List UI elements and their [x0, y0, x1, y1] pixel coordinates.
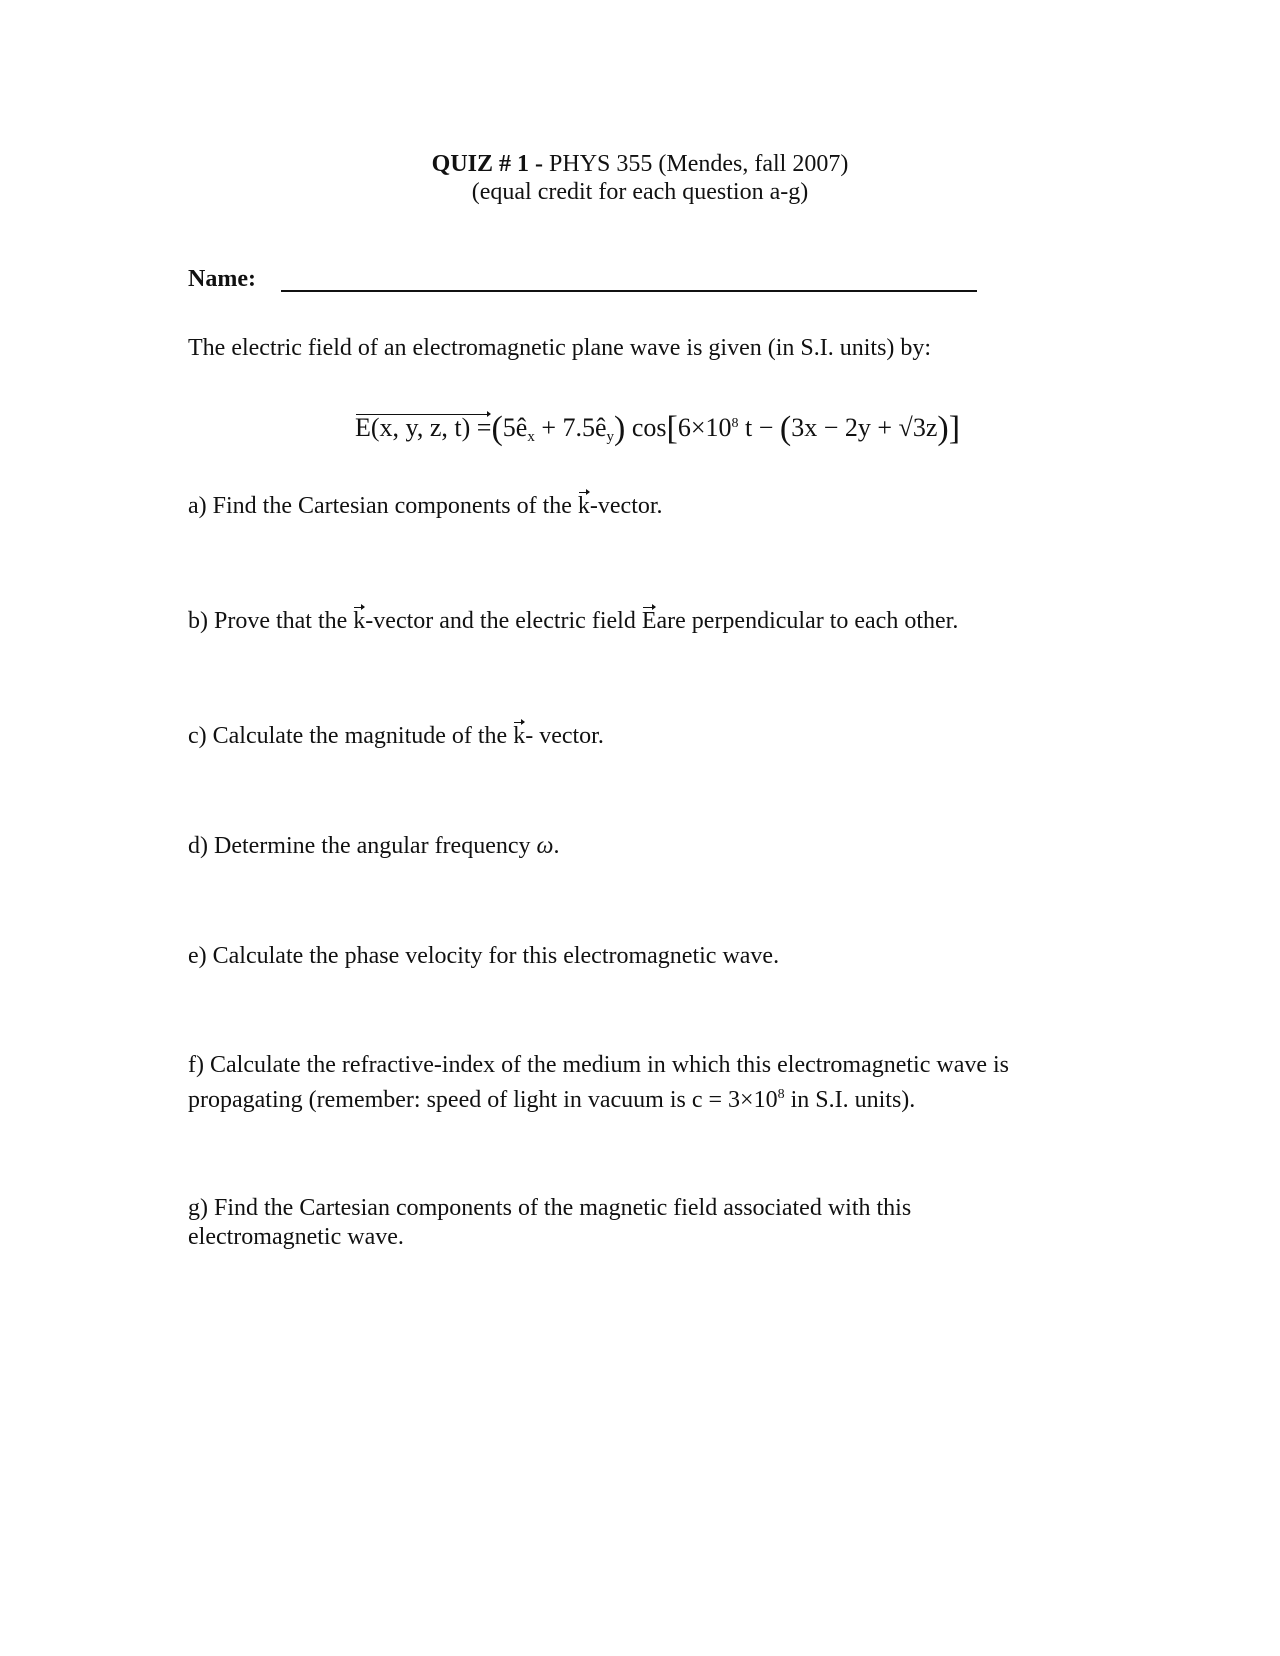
- question-a-prefix: a) Find the Cartesian components of the: [188, 493, 578, 519]
- name-blank-line[interactable]: [281, 290, 977, 292]
- quiz-title: [0, 150, 1280, 178]
- question-b-mid: -vector and the electric field: [365, 608, 642, 634]
- omega-symbol: ω: [536, 833, 554, 859]
- equation-sub-y: y: [606, 429, 615, 445]
- question-g-line2: electromagnetic wave.: [188, 1224, 404, 1250]
- k-vector-symbol: k: [353, 608, 366, 634]
- equation-lhs: E(x, y, z, t) =: [355, 413, 492, 442]
- question-a: [188, 491, 663, 521]
- equation-cos: cos: [625, 413, 667, 442]
- equation-arg-b: t −: [738, 413, 780, 442]
- quiz-title-number: QUIZ # 1 -: [431, 151, 544, 177]
- question-c: [188, 721, 604, 751]
- question-g-line1: g) Find the Cartesian components of the magnetic field associated with this: [188, 1195, 912, 1221]
- equation-exp: 8: [731, 416, 739, 431]
- question-d-prefix: d) Determine the angular frequency: [188, 833, 537, 859]
- equation-sub-x: x: [527, 429, 535, 445]
- question-f-exp: 8: [777, 1087, 785, 1102]
- question-e: e) Calculate the phase velocity for this electromagnetic wave.: [188, 943, 780, 969]
- quiz-title-course: PHYS 355 (Mendes, fall 2007): [549, 151, 849, 177]
- electric-field-equation: E(x, y, z, $t) =(5ê_x$ + $7.5ê_y$) $\cos[6\times 10^8$ t − (3x − 2y + √3z)]: [355, 410, 961, 447]
- quiz-subtitle: (equal credit for each question a-g): [471, 179, 809, 205]
- question-b-prefix: b) Prove that the: [188, 608, 354, 634]
- question-d-suffix: .: [553, 833, 560, 859]
- e-vector-symbol: E: [641, 608, 657, 634]
- k-vector-symbol: k: [513, 723, 526, 749]
- equation-coef-y: + 7.5ê: [534, 413, 607, 442]
- question-f-line1: f) Calculate the refractive-index of the medium in which this electromagnetic wave is: [188, 1052, 1010, 1078]
- question-a-suffix: -vector.: [589, 493, 663, 519]
- question-f-line2: [188, 1080, 915, 1115]
- question-b-suffix: are perpendicular to each other.: [656, 608, 959, 634]
- question-c-prefix: c) Calculate the magnitude of the: [188, 723, 514, 749]
- k-vector-symbol: k: [577, 493, 590, 519]
- equation-arg-a: 6×10: [677, 413, 732, 442]
- equation-arg-c: 3x − 2y + √3z: [791, 413, 938, 442]
- question-d: [188, 831, 559, 861]
- equation-coef-x: 5ê: [502, 413, 528, 442]
- question-f-line2-suffix: in S.I. units).: [784, 1087, 916, 1113]
- question-c-suffix: - vector.: [525, 723, 604, 749]
- intro-text: The electric field of an electromagnetic plane wave is given (in S.I. units) by:: [188, 335, 932, 361]
- question-f-line2-prefix: propagating (remember: speed of light in vacuum is c = 3×10: [188, 1087, 778, 1113]
- name-label: Name:: [188, 266, 256, 292]
- question-b: [188, 606, 958, 636]
- quiz-header: [0, 150, 1280, 206]
